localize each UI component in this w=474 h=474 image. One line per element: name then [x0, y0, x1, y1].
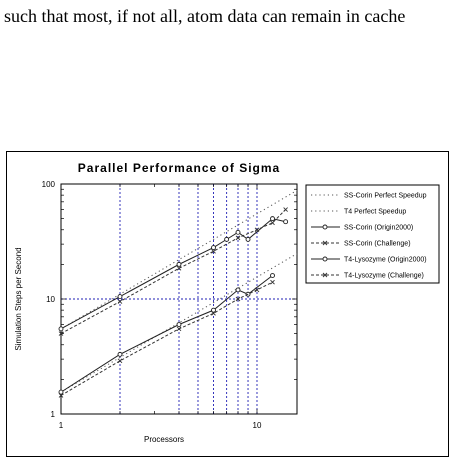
- legend-label: SS-Corin Perfect Speedup: [344, 192, 427, 200]
- series-point-2: [177, 262, 181, 266]
- legend-box: [306, 185, 439, 283]
- y-axis-label: Simulation Steps per Second: [14, 247, 23, 351]
- series-line-2: [61, 219, 286, 329]
- series-point-2: [118, 295, 122, 299]
- series-point-3: [271, 221, 275, 225]
- series-point-5: [271, 280, 275, 284]
- series-point-4: [118, 352, 122, 356]
- series-point-2: [284, 220, 288, 224]
- series-line-3: [61, 210, 286, 334]
- chart-frame: [6, 151, 449, 457]
- x-tick-label: 1: [58, 421, 64, 430]
- y-tick-label: 10: [46, 295, 55, 304]
- legend-label: T4-Lysozyme (Challenge): [344, 272, 424, 280]
- series-line-4: [61, 276, 273, 393]
- legend-label: T4 Perfect Speedup: [344, 208, 407, 216]
- y-tick-label: 100: [41, 180, 55, 189]
- legend-label: T4-Lysozyme (Origin2000): [344, 256, 427, 264]
- series-point-2: [59, 327, 63, 331]
- y-tick-label: 1: [50, 410, 55, 419]
- legend: [306, 185, 439, 283]
- x-axis-label: Processors: [143, 435, 185, 444]
- page-body-text: such that most, if not all, atom data can remain in cache: [4, 6, 406, 26]
- series-point-5: [177, 327, 181, 331]
- legend-label: SS-Corin (Challenge): [344, 240, 411, 248]
- performance-chart: [7, 152, 448, 456]
- x-tick-label: 10: [252, 421, 262, 430]
- series-point-2: [212, 246, 216, 250]
- legend-label: SS-Corin (Origin2000): [344, 224, 414, 232]
- series-point-5: [118, 359, 122, 363]
- legend-marker: [323, 257, 327, 261]
- series-point-4: [271, 274, 275, 278]
- series-point-4: [236, 288, 240, 292]
- chart-title: Parallel Performance of Sigma: [77, 161, 281, 175]
- series-point-2: [271, 217, 275, 221]
- series-point-2: [225, 237, 229, 241]
- plot-area: [42, 180, 297, 430]
- series-point-4: [177, 323, 181, 327]
- series-point-2: [236, 230, 240, 234]
- legend-marker: [323, 225, 327, 229]
- series-point-3: [284, 208, 288, 212]
- series-point-2: [246, 237, 250, 241]
